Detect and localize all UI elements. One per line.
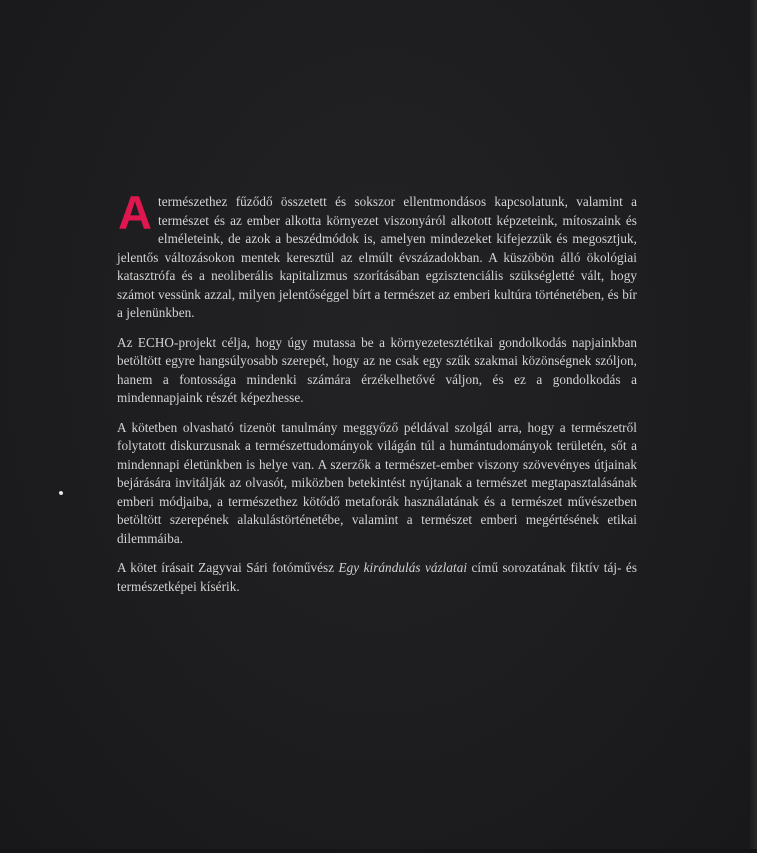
cover-blurb [117, 186, 637, 607]
drop-cap: A [118, 186, 152, 239]
cover-right-edge [750, 0, 757, 853]
blurb-paragraph-4-lead: A kötet írásait Zagyvai Sári fotóművész [117, 560, 339, 575]
blurb-paragraph-4-tail: című sorozatának fiktív táj- és természetképei kísérik. [117, 560, 637, 594]
dust-speck [58, 490, 63, 495]
blurb-paragraph-2: Az ECHO-projekt célja, hogy úgy mutassa be a környezetesztétikai gondolkodás napjainkban betöltött egyre hangsúlyosabb szerepét, hogy az ne csak egy szűk szakmai közönségnek szóljon, hanem a fontossága mindenki számára érzékelhetővé váljon, és ez a gondolkodás a mindennapjaink részét képezhesse. [117, 334, 637, 405]
blurb-paragraph-4 [117, 559, 637, 596]
series-title: Egy kirándulás vázlatai [338, 560, 468, 575]
cover-bottom-edge [0, 849, 757, 853]
blurb-paragraph-3: A kötetben olvasható tizenöt tanulmány meggyőző példával szolgál arra, hogy a természetről folytatott diskurzusnak a természettudományok világán túl a humántudományok területén, sőt a mindennapi életünkben is helye van. A szerzők a természet-ember viszony szövevényes útjainak bejárására invitálják az olvasót, miközben betekintést nyújtanak a természet megtapasztalásának emberi módjaiba, a természethez kötődő metaforák használatának és a természet művészetben betöltött szerepének alakulástörténetébe, valamint a természet emberi megértésének etikai dilemmáiba. [117, 419, 637, 546]
blurb-paragraph-1-text: természethez fűződő összetett és sokszor ellentmondásos kapcsolatunk, valamint a természet és az ember alkotta környezet viszonyáról alkotott képzeteink, mítoszaink és elméleteink, de azok a beszédmódok is, amelyen mindezeket kifejezzük és megosztjuk, jelentős változásokon mentek keresztül az elmúlt évszázadokban. A küszöbön álló ökológiai katasztrófa és a neoliberális kapitalizmus szorításában egzisztenciális szükségletté vált, hogy számot vessünk azzal, milyen jelentőséggel bírt a természet az emberi kultúra történetében, és bír a jelenünkben. [117, 194, 637, 320]
blurb-paragraph-1 [117, 186, 637, 323]
